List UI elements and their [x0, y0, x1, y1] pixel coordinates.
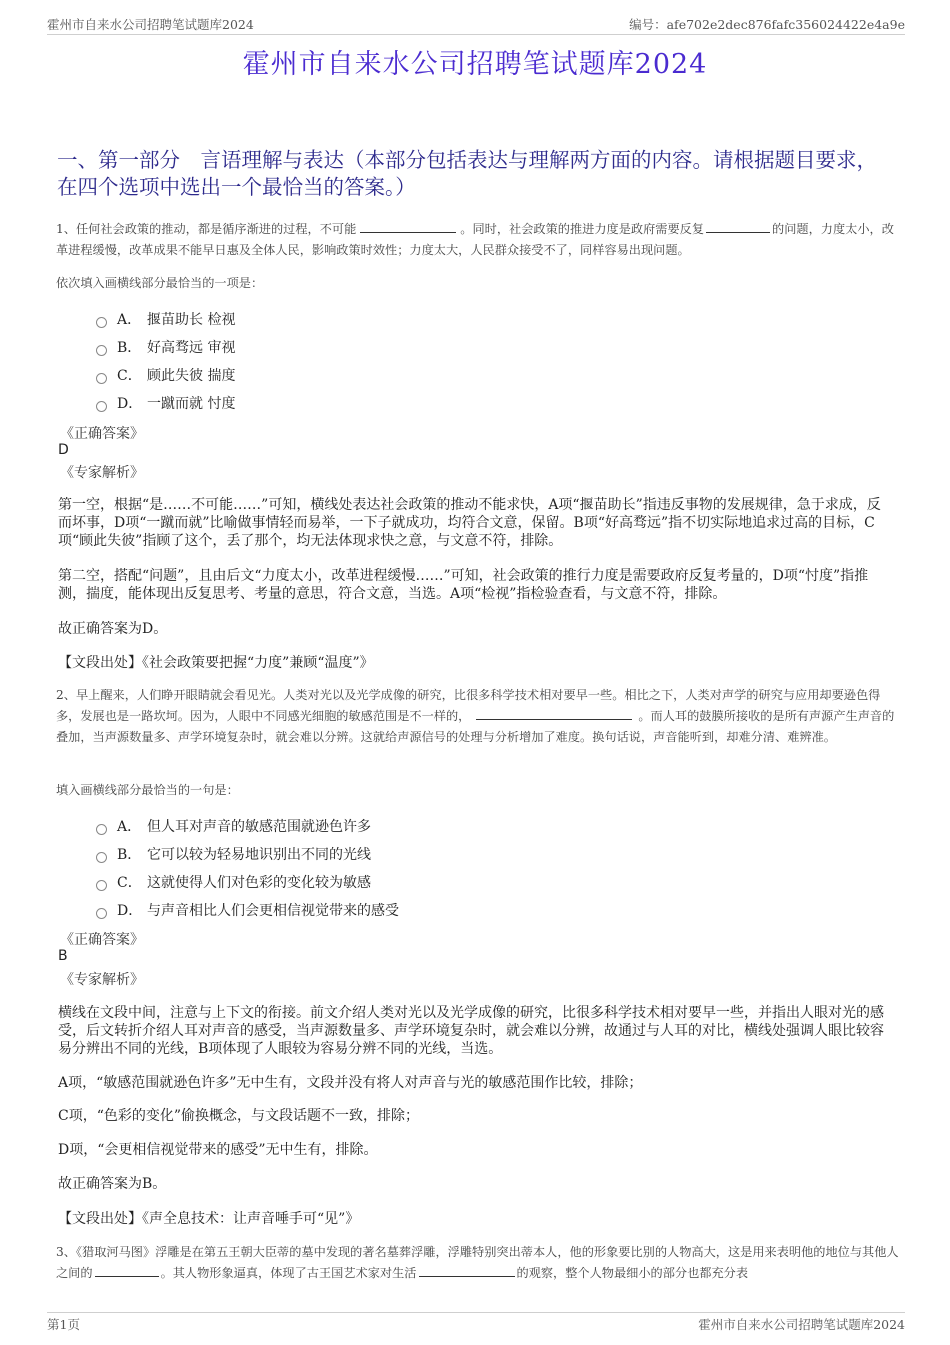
- question-2-part-1: 2、早上醒来，人们睁开眼睛就会看见光。人类对光以及光学成像的研究，比很多科学技术相对要早一些。相比之下，人类对声学的研究与应用却要逊色得多，发展也是一路坎坷。因为，人眼中不同感光细胞的敏感范围是不一样的，: [56, 688, 881, 723]
- option-letter: D．: [117, 903, 143, 919]
- radio-icon[interactable]: [96, 345, 107, 356]
- radio-icon[interactable]: [96, 317, 107, 328]
- question-2-analysis-1: 横线在文段中间，注意与上下文的衔接。前文介绍人类对光以及光学成像的研究，比很多科学技术相对要早一些，并指出人眼对光的感受，后文转折介绍人耳对声音的感受，当声源数量多、声学环境复杂时，就会难以分辨，故通过与人耳的对比，横线处强调人眼比较容易分辨出不同的光线，B项体现了人眼较为容易分辨不同的光线，当选。: [58, 1005, 884, 1057]
- question-3-part-3: 的观察，整个人物最细小的部分也都充分表: [516, 1266, 749, 1280]
- question-1-analysis-1: 第一空，根据“是……不可能……”可知，横线处表达社会政策的推动不能求快，A项“揠苗助长”指违反事物的发展规律，急于求成，反而坏事，D项“一蹴而就”比喻做事情轻而易举，一下子就成功，均符合文意，保留。B项“好高骛远”指不切实际地追求过高的目标，C项“顾此失彼”指顾了这个，丢了那个，均无法体现求快之意，与文意不符，排除。: [58, 497, 881, 549]
- page-title: 霍州市自来水公司招聘笔试题库2024: [242, 49, 708, 80]
- question-1-analysis-3: 故正确答案为D。: [58, 621, 168, 637]
- page-header: [47, 14, 905, 35]
- option-letter: A．: [117, 312, 142, 328]
- option-text: 但人耳对声音的敏感范围就逊色许多: [147, 819, 371, 835]
- question-2-answer: B: [58, 948, 68, 964]
- question-1-analysis-label: 《专家解析》: [60, 465, 144, 481]
- question-2-blank: [476, 707, 632, 720]
- radio-icon[interactable]: [96, 373, 107, 384]
- radio-icon[interactable]: [96, 880, 107, 891]
- question-1-part-3: 的问题，力度太小，改革进程缓慢，改革成果不能早日惠及全体人民，影响政策时效性；力度太大，人民群众接受不了，同样容易出现问题。: [56, 222, 894, 257]
- header-doc-id: 编号：afe702e2dec876fafc356024422e4a9e: [629, 17, 905, 32]
- option-letter: A．: [117, 819, 142, 835]
- question-1-option-b[interactable]: [96, 337, 235, 357]
- question-1-source: 【文段出处】《社会政策要把握“力度”兼顾“温度”》: [58, 655, 374, 671]
- question-3-part-1: 3、《猎取河马图》浮雕是在第五王朝大臣蒂的墓中发现的著名墓葬浮雕，浮雕特别突出蒂本人，他的形象要比别的人物高大，这是用来表明他的地位与其他人之间的: [56, 1245, 899, 1280]
- radio-icon[interactable]: [96, 852, 107, 863]
- option-letter: C．: [117, 368, 142, 384]
- question-2-option-d[interactable]: [96, 900, 399, 920]
- question-2-text: [56, 685, 900, 748]
- option-text: 揠苗助长 检视: [147, 312, 236, 328]
- option-letter: B．: [117, 340, 142, 356]
- question-3-blank-1: [95, 1264, 159, 1277]
- question-1-option-a[interactable]: [96, 309, 235, 329]
- option-letter: B．: [117, 847, 142, 863]
- question-1-part-1: 1、任何社会政策的推动，都是循序渐进的过程，不可能: [56, 222, 357, 236]
- option-text: 这就使得人们对色彩的变化较为敏感: [147, 875, 371, 891]
- question-1-option-c[interactable]: [96, 365, 235, 385]
- question-1-answer: D: [58, 442, 69, 458]
- option-letter: C．: [117, 875, 142, 891]
- question-2-prompt: 填入画横线部分最恰当的一句是：: [56, 783, 239, 797]
- question-2-analysis-5: 故正确答案为B。: [58, 1176, 167, 1192]
- radio-icon[interactable]: [96, 908, 107, 919]
- radio-icon[interactable]: [96, 824, 107, 835]
- option-text: 好高骛远 审视: [147, 340, 236, 356]
- question-2-correct-label: 《正确答案》: [60, 932, 144, 948]
- option-text: 它可以较为轻易地识别出不同的光线: [147, 847, 371, 863]
- section-heading: 一、第一部分 言语理解与表达（本部分包括表达与理解两方面的内容。请根据题目要求，在四个选项中选出一个最恰当的答案。）: [57, 148, 877, 199]
- question-2-analysis-label: 《专家解析》: [60, 972, 144, 988]
- question-3-text: [56, 1242, 900, 1284]
- question-2-option-a[interactable]: [96, 816, 371, 836]
- footer-title: 霍州市自来水公司招聘笔试题库2024: [698, 1317, 905, 1332]
- question-1-blank-2: [706, 220, 770, 233]
- radio-icon[interactable]: [96, 401, 107, 412]
- question-1-blank-1: [360, 220, 456, 233]
- question-1-option-d[interactable]: [96, 393, 235, 413]
- question-2-analysis-4: D项，“会更相信视觉带来的感受”无中生有，排除。: [58, 1142, 378, 1158]
- option-text: 顾此失彼 揣度: [147, 368, 236, 384]
- option-text: 与声音相比人们会更相信视觉带来的感受: [147, 903, 399, 919]
- page-footer: [47, 1312, 905, 1333]
- question-1-analysis-2: 第二空，搭配“问题”，且由后文“力度太小，改革进程缓慢……”可知，社会政策的推行力度是需要政府反复考量的，D项“忖度”指推测，揣度，能体现出反复思考、考量的意思，符合文意，当选。A项“检视”指检验查看，与文意不符，排除。: [58, 568, 869, 602]
- header-title: 霍州市自来水公司招聘笔试题库2024: [47, 17, 254, 32]
- option-text: 一蹴而就 忖度: [147, 396, 236, 412]
- page-number: 第1页: [47, 1317, 80, 1332]
- question-1-prompt: 依次填入画横线部分最恰当的一项是：: [56, 276, 264, 290]
- question-1-text: [56, 219, 900, 261]
- question-2-analysis-3: C项，“色彩的变化”偷换概念，与文段话题不一致，排除；: [58, 1108, 420, 1124]
- question-1-part-2: 。同时，社会政策的推进力度是政府需要反复: [460, 222, 705, 236]
- question-3-part-2: 。其人物形象逼真，体现了古王国艺术家对生活: [160, 1266, 417, 1280]
- question-1-correct-label: 《正确答案》: [60, 426, 144, 442]
- question-3-blank-2: [419, 1264, 515, 1277]
- question-2-option-b[interactable]: [96, 844, 371, 864]
- question-2-analysis-2: A项，“敏感范围就逊色许多”无中生有，文段并没有将人对声音与光的敏感范围作比较，排除；: [58, 1075, 643, 1091]
- question-2-part-2: 。而人耳的鼓膜所接收的是所有声源产生声音的叠加，当声源数量多、声学环境复杂时，就会难以分辨。这就给声源信号的处理与分析增加了难度。换句话说，声音能听到，却难分清、难辨准。: [56, 709, 895, 744]
- question-2-source: 【文段出处】《声全息技术：让声音唾手可“见”》: [58, 1211, 360, 1227]
- option-letter: D．: [117, 396, 143, 412]
- question-2-option-c[interactable]: [96, 872, 371, 892]
